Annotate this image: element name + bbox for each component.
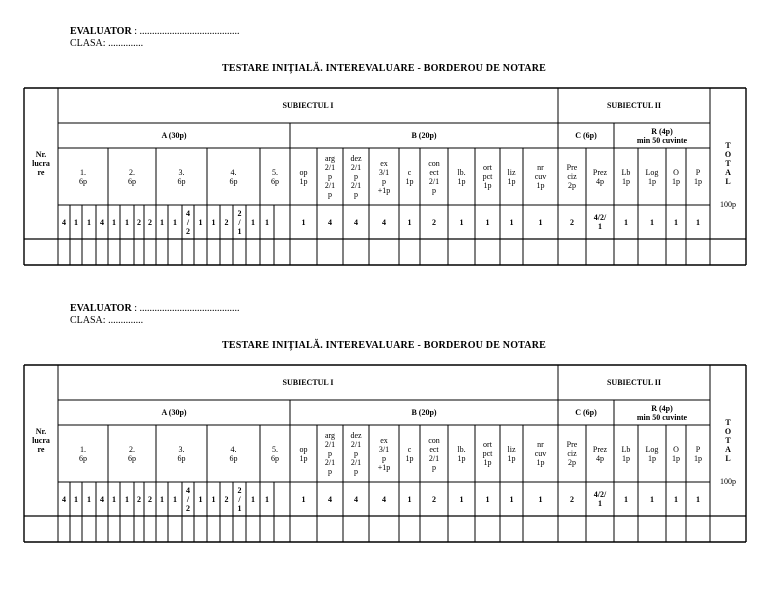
a-item-1: 1. 6p (79, 444, 87, 463)
a-point-cell: 1 (87, 217, 91, 227)
r-item-1: Lb 1p (621, 167, 631, 186)
entry-cell[interactable] (399, 239, 420, 265)
a-point-cell: 2 / 1 (237, 485, 242, 513)
b-point-cell: 1 (538, 217, 543, 227)
entry-cell[interactable] (182, 516, 194, 542)
b-item-8: ort pct 1p (482, 163, 493, 190)
entry-cell[interactable] (448, 516, 475, 542)
a-item-5: 5. 6p (271, 167, 279, 186)
b-item-4: ex 3/1 p +1p (377, 435, 391, 472)
evaluator-field[interactable]: : ........................................ (131, 26, 240, 37)
b-item-6: con ect 2/1 p (428, 158, 440, 195)
a-point-cell: 1 (125, 494, 129, 504)
clasa-label: CLASA: (70, 315, 106, 326)
entry-cell[interactable] (182, 239, 194, 265)
total-value: 100p (720, 477, 736, 486)
b-point-cell: 1 (485, 217, 490, 227)
b-point-cell: 4 (328, 494, 332, 504)
entry-cell[interactable] (108, 516, 120, 542)
grading-table (24, 88, 746, 266)
entry-cell[interactable] (168, 239, 182, 265)
c-item-1: Pre ciz 2p (566, 163, 578, 190)
b-item-1: op 1p (299, 167, 308, 186)
entry-cell[interactable] (220, 516, 233, 542)
a-point-cell: 4 (100, 494, 104, 504)
entry-cell[interactable] (82, 516, 96, 542)
b-point-cell: 1 (538, 494, 543, 504)
entry-cell[interactable] (96, 516, 108, 542)
nr-lucrare-header: Nr. lucra re (32, 150, 50, 177)
entry-cell[interactable] (500, 516, 523, 542)
a-point-cell: 1 (251, 217, 255, 227)
entry-cell[interactable] (500, 239, 523, 265)
b-point-cell: 1 (459, 217, 464, 227)
a-point-cell: 4 (100, 217, 104, 227)
b-point-cell: 4 (328, 217, 332, 227)
a-point-cell: 2 (224, 494, 229, 504)
b-point-cell: 1 (509, 494, 514, 504)
entry-cell[interactable] (194, 239, 207, 265)
a-point-cell: 1 (74, 217, 78, 227)
r-item-4: P 1p (694, 444, 702, 463)
a-point-cell: 1 (173, 217, 177, 227)
b-item-9: liz 1p (507, 444, 516, 463)
b-point-cell: 4 (354, 494, 358, 504)
entry-cell[interactable] (666, 239, 686, 265)
c-point-cell: 2 (570, 494, 574, 504)
grading-form-1 (0, 0, 768, 280)
entry-cell[interactable] (475, 239, 500, 265)
b-point-cell: 2 (432, 494, 436, 504)
evaluator-label: EVALUATOR (70, 303, 132, 314)
entry-cell[interactable] (82, 239, 96, 265)
a-point-cell: 4 / 2 (186, 485, 190, 513)
entry-cell[interactable] (233, 516, 246, 542)
entry-cell[interactable] (710, 516, 746, 542)
entry-cell[interactable] (246, 239, 260, 265)
r-point-cell: 1 (650, 217, 654, 227)
b-item-5: c 1p (405, 167, 414, 186)
form-title: TESTARE INIȚIALĂ. INTEREVALUARE - BORDEROU DE NOTARE (221, 63, 547, 74)
clasa-field[interactable]: .............. (105, 38, 144, 49)
form-meta (70, 303, 239, 327)
entry-cell[interactable] (134, 239, 144, 265)
entry-cell[interactable] (120, 516, 134, 542)
section-c-header: C (6p) (575, 131, 597, 140)
entry-cell[interactable] (666, 516, 686, 542)
b-point-cell: 1 (407, 494, 412, 504)
a-point-cell: 1 (251, 494, 255, 504)
a-point-cell: 2 (137, 217, 141, 227)
b-point-cell: 2 (432, 217, 436, 227)
b-point-cell: 1 (301, 217, 306, 227)
entry-cell[interactable] (168, 516, 182, 542)
a-point-cell: 1 (160, 494, 164, 504)
entry-cell[interactable] (475, 516, 500, 542)
b-item-7: lb. 1p (457, 444, 466, 463)
entry-cell[interactable] (96, 239, 108, 265)
entry-cell[interactable] (710, 239, 746, 265)
r-point-cell: 1 (624, 494, 628, 504)
b-point-cell: 1 (509, 217, 514, 227)
b-point-cell: 1 (301, 494, 306, 504)
entry-cell[interactable] (523, 239, 558, 265)
b-item-10: nr cuv 1p (534, 440, 547, 467)
a-item-2: 2. 6p (128, 167, 136, 186)
b-item-10: nr cuv 1p (534, 163, 547, 190)
subiectul-2-header: SUBIECTUL II (606, 378, 662, 387)
c-point-cell: 4/2/ 1 (593, 213, 607, 231)
b-item-3: dez 2/1 p 2/1 p (350, 431, 362, 476)
subiectul-1-header: SUBIECTUL I (282, 101, 334, 110)
a-item-3: 3. 6p (177, 444, 186, 463)
a-item-5: 5. 6p (271, 444, 279, 463)
a-point-cell: 2 (148, 494, 152, 504)
entry-cell[interactable] (686, 239, 710, 265)
subiectul-2-header: SUBIECTUL II (606, 101, 662, 110)
entry-cell[interactable] (24, 516, 58, 542)
b-item-4: ex 3/1 p +1p (377, 158, 391, 195)
entry-cell[interactable] (369, 239, 399, 265)
section-c-header: C (6p) (575, 408, 597, 417)
section-r-header: R (4p) min 50 cuvinte (636, 403, 688, 422)
total-header-text: T O T A L (724, 418, 732, 463)
a-point-cell: 1 (112, 217, 116, 227)
a-point-cell: 1 (125, 217, 129, 227)
entry-cell[interactable] (144, 516, 156, 542)
a-point-cell: 1 (198, 494, 203, 504)
entry-cell[interactable] (614, 239, 638, 265)
r-point-cell: 1 (674, 217, 678, 227)
clasa-field[interactable]: .............. (105, 315, 144, 326)
a-point-cell: 1 (74, 494, 78, 504)
r-point-cell: 1 (624, 217, 628, 227)
b-item-3: dez 2/1 p 2/1 p (350, 154, 362, 199)
r-point-cell: 1 (674, 494, 678, 504)
a-point-cell: 1 (112, 494, 116, 504)
a-point-cell (274, 205, 290, 239)
entry-cell[interactable] (70, 516, 82, 542)
b-point-cell: 1 (459, 494, 464, 504)
nr-lucrare-header: Nr. lucra re (32, 427, 50, 454)
b-point-cell: 4 (382, 217, 386, 227)
entry-cell[interactable] (144, 239, 156, 265)
a-point-cell: 2 (224, 217, 229, 227)
subiectul-1-header: SUBIECTUL I (282, 378, 334, 387)
entry-cell[interactable] (260, 516, 274, 542)
a-point-cell: 2 / 1 (237, 208, 242, 236)
grading-form-2 (0, 277, 768, 557)
entry-cell[interactable] (686, 516, 710, 542)
a-item-1: 1. 6p (79, 167, 87, 186)
b-item-9: liz 1p (507, 167, 516, 186)
a-point-cell: 4 (62, 494, 66, 504)
b-item-2: arg 2/1 p 2/1 p (324, 154, 336, 199)
b-point-cell: 4 (354, 217, 358, 227)
form-meta (70, 26, 239, 50)
a-point-cell: 4 (62, 217, 66, 227)
entry-cell[interactable] (638, 516, 666, 542)
entry-cell[interactable] (120, 239, 134, 265)
section-a-header: A (30p) (161, 131, 187, 140)
entry-cell[interactable] (207, 239, 220, 265)
entry-cell[interactable] (317, 239, 343, 265)
a-item-2: 2. 6p (128, 444, 136, 463)
entry-cell[interactable] (290, 516, 317, 542)
entry-cell[interactable] (343, 516, 369, 542)
total-value: 100p (720, 200, 736, 209)
clasa-label: CLASA: (70, 38, 106, 49)
r-item-2: Log 1p (645, 444, 659, 463)
entry-cell[interactable] (614, 516, 638, 542)
b-point-cell: 4 (382, 494, 386, 504)
b-item-6: con ect 2/1 p (428, 435, 440, 472)
r-item-3: O 1p (672, 167, 680, 186)
entry-cell[interactable] (369, 516, 399, 542)
c-item-2: Prez 4p (592, 167, 608, 186)
entry-cell[interactable] (448, 239, 475, 265)
a-point-cell: 1 (265, 494, 269, 504)
section-b-header: B (20p) (411, 131, 437, 140)
a-point-cell: 1 (173, 494, 177, 504)
entry-cell[interactable] (260, 239, 274, 265)
r-item-2: Log 1p (645, 167, 659, 186)
b-item-2: arg 2/1 p 2/1 p (324, 431, 336, 476)
b-item-1: op 1p (299, 444, 308, 463)
evaluator-field[interactable]: : ........................................ (131, 303, 240, 314)
entry-cell[interactable] (70, 239, 82, 265)
a-point-cell: 4 / 2 (186, 208, 190, 236)
entry-cell[interactable] (343, 239, 369, 265)
entry-cell[interactable] (317, 516, 343, 542)
entry-cell[interactable] (58, 239, 70, 265)
r-point-cell: 1 (696, 494, 700, 504)
entry-cell[interactable] (586, 239, 614, 265)
entry-cell[interactable] (558, 516, 586, 542)
entry-cell[interactable] (523, 516, 558, 542)
entry-cell[interactable] (586, 516, 614, 542)
a-point-cell: 1 (198, 217, 203, 227)
entry-cell[interactable] (274, 239, 290, 265)
entry-cell[interactable] (156, 239, 168, 265)
entry-cell[interactable] (638, 239, 666, 265)
entry-cell[interactable] (420, 239, 448, 265)
c-item-1: Pre ciz 2p (566, 440, 578, 467)
a-point-cell: 1 (211, 217, 216, 227)
section-a-header: A (30p) (161, 408, 187, 417)
entry-cell[interactable] (156, 516, 168, 542)
a-point-cell: 1 (160, 217, 164, 227)
entry-cell[interactable] (290, 239, 317, 265)
a-item-4: 4. 6p (229, 167, 238, 186)
c-point-cell: 4/2/ 1 (593, 490, 607, 508)
entry-cell[interactable] (108, 239, 120, 265)
entry-cell[interactable] (134, 516, 144, 542)
r-item-4: P 1p (694, 167, 702, 186)
total-header-text: T O T A L (724, 141, 732, 186)
section-b-header: B (20p) (411, 408, 437, 417)
a-item-3: 3. 6p (177, 167, 186, 186)
entry-cell[interactable] (274, 516, 290, 542)
grading-table (24, 365, 746, 543)
a-point-cell: 1 (265, 217, 269, 227)
a-point-cell: 2 (148, 217, 152, 227)
r-item-3: O 1p (672, 444, 680, 463)
entry-cell[interactable] (246, 516, 260, 542)
b-item-8: ort pct 1p (482, 440, 493, 467)
r-point-cell: 1 (650, 494, 654, 504)
a-point-cell: 1 (87, 494, 91, 504)
a-item-4: 4. 6p (229, 444, 238, 463)
form-title: TESTARE INIȚIALĂ. INTEREVALUARE - BORDEROU DE NOTARE (221, 340, 547, 351)
section-r-header: R (4p) min 50 cuvinte (636, 126, 688, 145)
entry-cell[interactable] (558, 239, 586, 265)
a-point-cell (274, 482, 290, 516)
b-item-5: c 1p (405, 444, 414, 463)
evaluator-label: EVALUATOR (70, 26, 132, 37)
a-point-cell: 1 (211, 494, 216, 504)
a-point-cell: 2 (137, 494, 141, 504)
entry-cell[interactable] (24, 239, 58, 265)
b-point-cell: 1 (485, 494, 490, 504)
c-point-cell: 2 (570, 217, 574, 227)
b-point-cell: 1 (407, 217, 412, 227)
entry-cell[interactable] (420, 516, 448, 542)
entry-cell[interactable] (220, 239, 233, 265)
b-item-7: lb. 1p (457, 167, 466, 186)
entry-cell[interactable] (194, 516, 207, 542)
c-item-2: Prez 4p (592, 444, 608, 463)
entry-cell[interactable] (58, 516, 70, 542)
entry-cell[interactable] (207, 516, 220, 542)
entry-cell[interactable] (233, 239, 246, 265)
r-point-cell: 1 (696, 217, 700, 227)
r-item-1: Lb 1p (621, 444, 631, 463)
entry-cell[interactable] (399, 516, 420, 542)
